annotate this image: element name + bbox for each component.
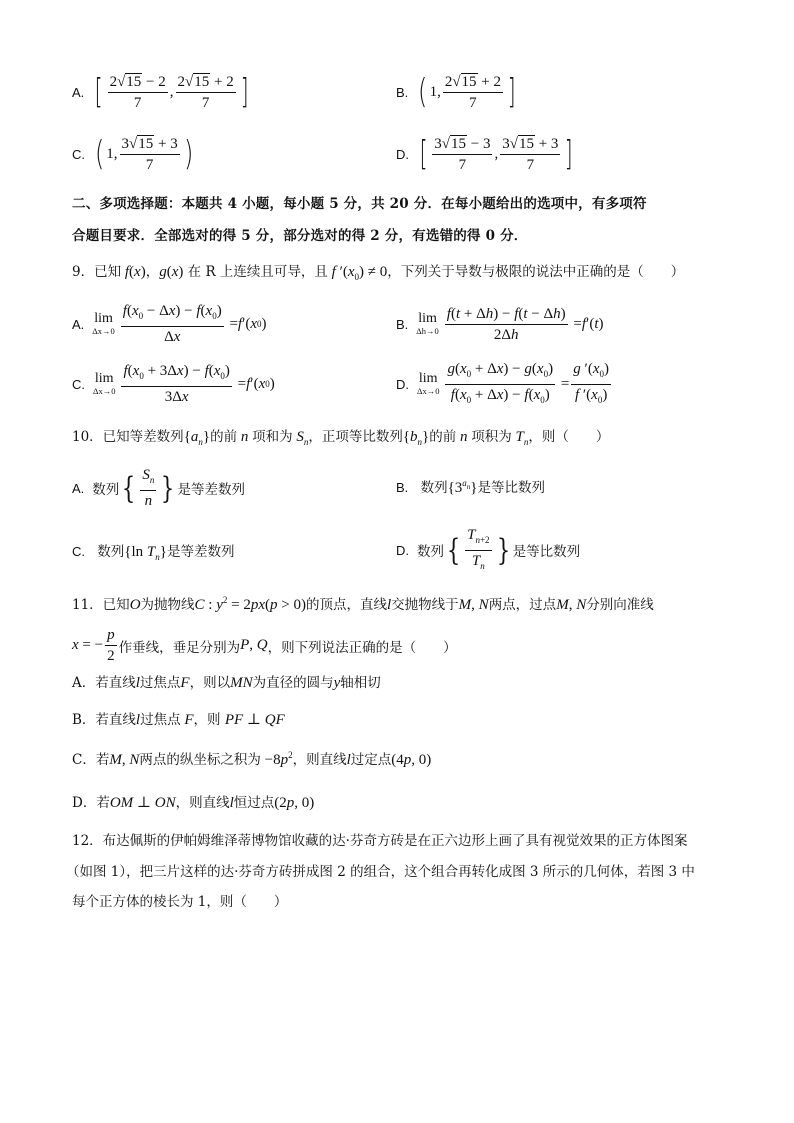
question-9-stem: 9．已知 f(x)，g(x) 在 R 上连续且可导，且 f $'(x_0) \ne 0$，下列关于导数与极限的说法中正确的是（ ） bbox=[72, 264, 685, 282]
question-11-stem-line2: x = − $\frac{p}{2}$ 作垂线，垂足分别为 P, Q ，则下列说法正确的是（ ） bbox=[72, 627, 457, 664]
q10-option-c: C. 数列{ln $T_n$}是等差数列 bbox=[72, 544, 235, 562]
option-label: C. bbox=[72, 146, 85, 162]
option-label: B. bbox=[396, 84, 409, 100]
question-10-stem: 10．已知等差数列$\{a_n\}$的前 n 项和为 $S_n$，正项等比数列$\{b_n\}$的前 n 项积为 $T_n$，则（ ） bbox=[72, 429, 610, 447]
q9-option-d: D. lim Δx→0 $\frac{g(x_0 + \Delta x) - g(x_0)}{f(x_0 + \Delta x) - f(x_0)}$ = $\frac{g '(x_0)}{f '(x_0)}$ bbox=[396, 360, 609, 405]
q10-option-a: A. 数列 { $\frac{S_n}{n}$ } 是等差数列 bbox=[72, 467, 245, 509]
q8-option-b: B. ( 1, $\frac{2√15 + 2}{7}$ ] bbox=[396, 72, 516, 112]
q11-option-a: A．若直线l过焦点F，则以MN为直径的圆与y轴相切 bbox=[72, 675, 381, 691]
question-12-line3: 每个正方体的棱长为 1，则（ ） bbox=[72, 894, 288, 910]
option-label: A. bbox=[72, 84, 85, 100]
q8-option-a: A. [ $\frac{2√15 - 2}{7}$ , $\frac{2√15 + 2}{7}$ ] bbox=[72, 72, 249, 112]
q11-option-b: B．若直线l过焦点 F，则 PF ⊥ QF bbox=[72, 712, 285, 728]
q10-option-b: B. 数列$\{3^{a_n}\}$是等比数列 bbox=[396, 478, 545, 496]
option-label: D. bbox=[396, 146, 409, 162]
question-11-stem-line1: 11．已知O为抛物线C : $y^2 = 2px(p > 0)$的顶点，直线l交抛物线于M, N两点，过点M, N分别向准线 bbox=[72, 595, 654, 613]
question-12-line1: 12．布达佩斯的伊帕姆维泽蒂博物馆收藏的达·芬奇方砖是在正六边形上画了具有视觉效果的正方体图案 bbox=[72, 833, 688, 849]
q8-option-d: D. [ $\frac{3√15 - 3}{7}$ , $\frac{3√15 + 3}{7}$ ] bbox=[396, 134, 574, 174]
q9-option-c: C. lim Δx→0 $\frac{f(x_0 + 3\Delta x) - f(x_0)}{3\Delta x}$ = f ′( x 0 ) bbox=[72, 363, 275, 405]
q8-option-c: C. ( 1, $\frac{3√15 + 3}{7}$ ) bbox=[72, 134, 193, 174]
q11-option-d: D．若OM ⊥ ON，则直线l恒过点(2p, 0) bbox=[72, 795, 315, 811]
q9-option-b: B. lim Δh→0 $\frac{f(t + \Delta h) - f(t - \Delta h)}{2\Delta h}$ = f ′( t ) bbox=[396, 305, 604, 343]
q10-option-d: D. 数列 { $\frac{T_{n+2}}{T_n}$ } 是等比数列 bbox=[396, 526, 581, 571]
section-heading-line1: 二、多项选择题：本题共 4 小题，每小题 5 分，共 20 分．在每小题给出的选项中，有多项符 bbox=[72, 196, 647, 212]
question-12-line2: （如图 1），把三片这样的达·芬奇方砖拼成图 2 的组合，这个组合再转化成图 3 所示的几何体，若图 3 中 bbox=[66, 864, 695, 880]
q9-option-a: A. lim Δx→0 $\frac{f(x_0 - \Delta x) - f(x_0)}{\Delta x}$ = f ′( x 0 ) bbox=[72, 303, 267, 345]
section-heading-line2: 合题目要求．全部选对的得 5 分，部分选对的得 2 分，有选错的得 0 分． bbox=[72, 228, 528, 244]
q11-option-c: C．若M, N两点的纵坐标之积为 $-8p^2$，则直线l过定点(4p, 0) bbox=[72, 750, 432, 768]
